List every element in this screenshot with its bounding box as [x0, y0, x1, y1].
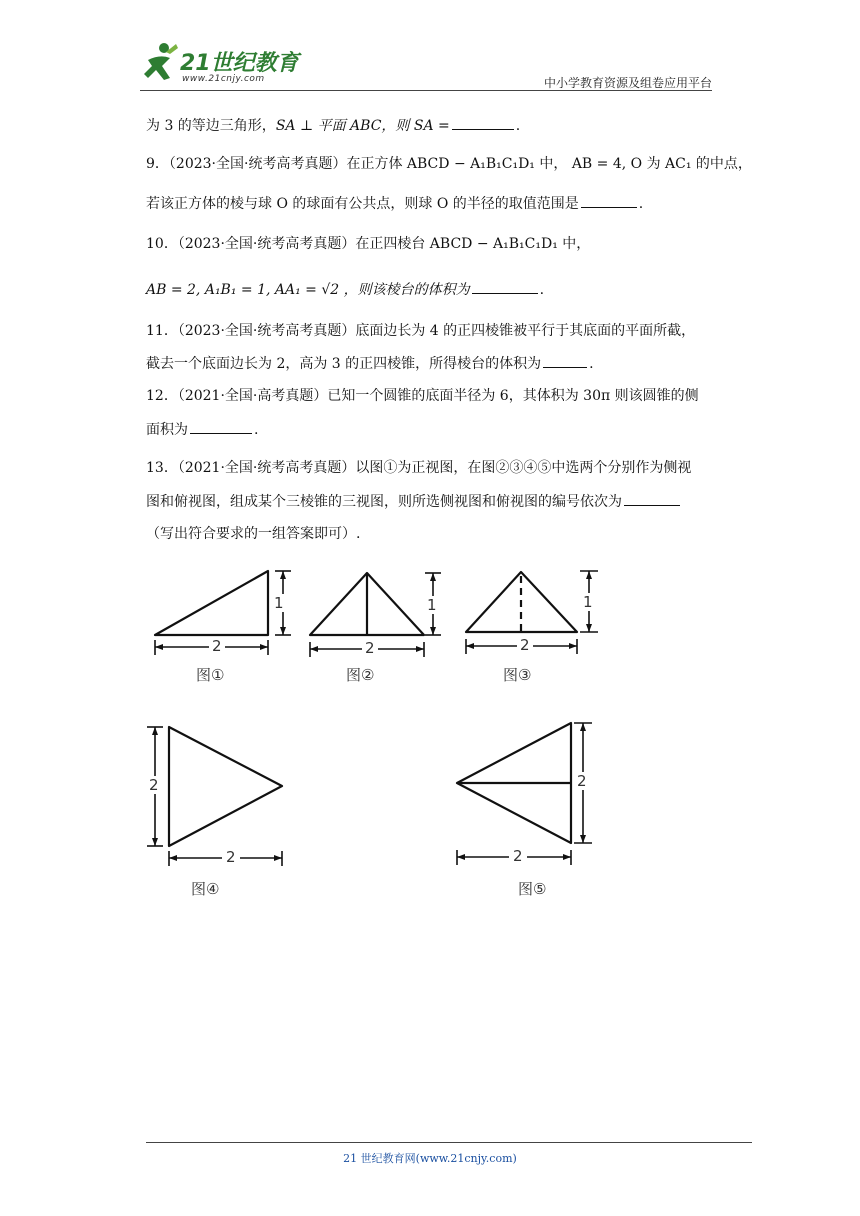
- question-text: 在正四棱台 ABCD − A₁B₁C₁D₁ 中，: [355, 236, 591, 252]
- figure-1-width-label: 2: [209, 637, 225, 655]
- logo-url: www.21cnjy.com: [182, 74, 265, 84]
- figure-5-caption: 图⑤: [518, 880, 547, 898]
- question-text: 底面边长为 4 的正四棱锥被平行于其底面的平面所截，: [355, 323, 696, 339]
- figure-4-caption: 图④: [191, 880, 220, 898]
- question-source: （2023·全国·统考高考真题）: [168, 156, 347, 172]
- dimension-arrowheads: [152, 571, 592, 861]
- question-end: .: [638, 196, 644, 212]
- question-number: 9．: [146, 156, 169, 172]
- question-text: 若该正方体的棱与球 O 的球面有公共点，则球 O 的半径的取值范围是: [146, 196, 579, 212]
- question-end: .: [589, 356, 594, 372]
- question-end: .: [539, 282, 545, 298]
- question-text: 已知一个圆锥的底面半径为 6，其体积为 30π 则该圆锥的侧: [327, 388, 699, 404]
- q8-text-mid: SA ⊥ 平面 ABC: [275, 118, 382, 134]
- figure-5-width-label: 2: [509, 847, 527, 865]
- figure-3-caption: 图③: [503, 666, 532, 684]
- q8-end: .: [515, 118, 521, 134]
- figure-5-height-label: 2: [577, 772, 587, 790]
- question-number: 11．: [146, 323, 178, 339]
- question-end: .: [254, 422, 259, 438]
- footer-divider: [146, 1142, 752, 1143]
- figure-2-triangle: [310, 573, 424, 635]
- question-source: （2023·全国·统考高考真题）: [177, 236, 356, 252]
- question-text: （写出符合要求的一组答案即可）.: [146, 526, 361, 542]
- q8-text-tail: ，则 SA =: [381, 118, 450, 134]
- question-text: 在正方体 ABCD − A₁B₁C₁D₁ 中， AB = 4, O 为 AC₁ 的中点，: [346, 156, 752, 172]
- question-text: 以图①为正视图，在图②③④⑤中选两个分别作为侧视: [355, 460, 692, 476]
- figure-2-caption: 图②: [346, 666, 375, 684]
- question-text: 截去一个底面边长为 2，高为 3 的正四棱锥，所得棱台的体积为: [146, 356, 542, 372]
- site-slogan: 中小学教育资源及组卷应用平台: [543, 76, 712, 90]
- figure-4-triangle: [169, 727, 282, 846]
- question-text: 面积为: [146, 422, 188, 438]
- figure-1-triangle: [155, 571, 268, 635]
- question-number: 12．: [146, 388, 178, 404]
- q8-text-pre: 为 3 的等边三角形，: [146, 118, 276, 134]
- figure-2-width-label: 2: [362, 639, 378, 657]
- figure-1-height-label: 1: [274, 594, 284, 612]
- question-text: AB = 2, A₁B₁ = 1, AA₁ = √2 ，则该棱台的体积为: [146, 282, 470, 298]
- figure-5-triangle: [457, 723, 571, 843]
- question-source: （2021·全国·高考真题）: [177, 388, 328, 404]
- question-source: （2023·全国·统考高考真题）: [177, 323, 356, 339]
- question-number: 10．: [146, 236, 178, 252]
- logo-text: 21世纪教育: [180, 51, 299, 76]
- figure-3-height-label: 1: [583, 593, 593, 611]
- figure-1-caption: 图①: [196, 666, 225, 684]
- figure-4-width-label: 2: [222, 848, 240, 866]
- question-text: 图和俯视图，组成某个三棱锥的三视图，则所选侧视图和俯视图的编号依次为: [146, 494, 622, 510]
- question-number: 13．: [146, 460, 178, 476]
- figure-3-width-label: 2: [517, 636, 533, 654]
- figure-4-height-label: 2: [149, 776, 159, 794]
- figure-3-triangle: [466, 572, 577, 632]
- footer-link[interactable]: 21 世纪教育网(www.21cnjy.com): [343, 1152, 517, 1165]
- figure-2-height-label: 1: [427, 596, 437, 614]
- question-source: （2021·全国·统考高考真题）: [177, 460, 356, 476]
